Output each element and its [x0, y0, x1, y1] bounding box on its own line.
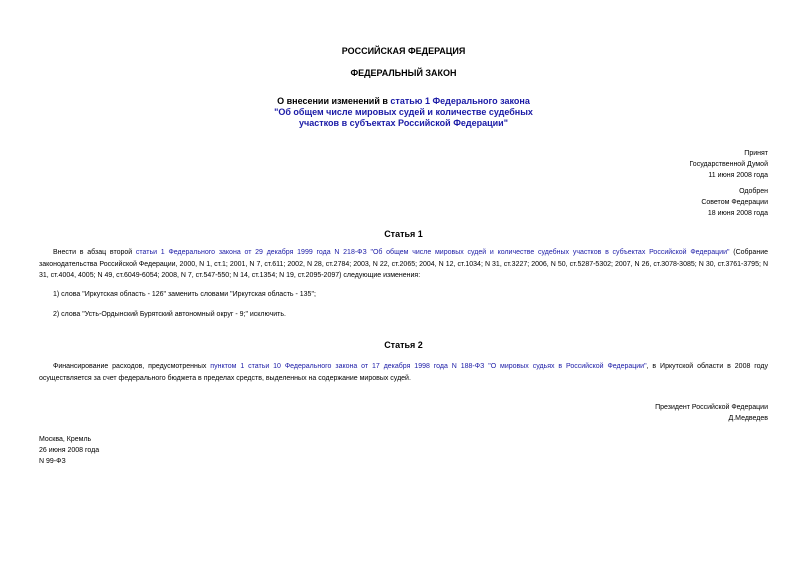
title-line-2[interactable]: "Об общем числе мировых судей и количестве судебных [274, 107, 533, 117]
title-link-article[interactable]: статью 1 Федерального закона [390, 96, 530, 106]
article1-text-start: Внести в абзац второй [53, 249, 136, 256]
approved-label: Одобрен [739, 188, 768, 195]
footer-block [39, 434, 99, 467]
approved-date: 18 июня 2008 года [707, 210, 768, 217]
title-line-3[interactable]: участков в субъектах Российской Федерации" [299, 118, 508, 128]
article2-text-rest: , в Иркутской области в 2008 году осуществляется за счет федерального бюджета в пределах средств, выделенных на содержание мировых судей. [39, 363, 768, 382]
footer-place: Москва, Кремль [39, 436, 92, 443]
article1-text-rest: (Собрание законодательства Российской Федерации, 2000, N 1, ст.1; 2001, N 7, ст.611; 2002, N 28, ст.2784; 2003, N 22, ст.2065; 2004, N 12, ст.1034; N 31, ст.3227; 2006, N 50, ст.5287-5302; 2007, N 26, ст.3078-3085; N 30, ст.3761-3795; N 31, ст.4004, 4005; N 49, ст.6049-6054; 2008, N 7, ст.547-550; N 14, ст.1354; N 19, ст.2095-2097) следующие изменения: [39, 249, 768, 279]
country-heading: РОССИЙСКАЯ ФЕДЕРАЦИЯ [341, 46, 466, 56]
approved-block [701, 186, 768, 219]
article1-item-2: 2) слова "Усть-Ордынский Бурятский автономный округ - 9;" исключить. [53, 311, 286, 318]
article2-heading: Статья 2 [384, 340, 423, 350]
adopted-label: Принят [744, 150, 768, 157]
article1-heading: Статья 1 [384, 229, 423, 239]
law-title [0, 96, 807, 129]
signature-position: Президент Российской Федерации [655, 404, 768, 411]
signature-block [655, 402, 768, 424]
footer-date: 26 июня 2008 года [39, 447, 100, 454]
law-type-heading: ФЕДЕРАЛЬНЫЙ ЗАКОН [350, 68, 457, 78]
title-line-1 [0, 96, 807, 107]
article2-law-link[interactable]: пунктом 1 статьи 10 Федерального закона от 17 декабря 1998 года N 188-ФЗ "О мировых судьях в Российской Федерации" [210, 363, 647, 370]
article1-paragraph [39, 247, 768, 282]
adopted-body: Государственной Думой [689, 161, 768, 168]
adopted-date: 11 июня 2008 года [708, 172, 768, 179]
article1-law-link[interactable]: статьи 1 Федерального закона от 29 декабря 1999 года N 218-ФЗ "Об общем числе мировых судей и количестве судебных участков в субъектах Российской Федерации" [135, 249, 730, 256]
article1-item-1: 1) слова "Иркутская область - 126" заменить словами "Иркутская область - 135"; [53, 291, 316, 298]
approved-body: Советом Федерации [701, 199, 768, 206]
footer-number: N 99-ФЗ [39, 458, 66, 465]
article2-paragraph [39, 361, 768, 384]
article2-text-start: Финансирование расходов, предусмотренных [53, 363, 211, 370]
signature-name: Д.Медведев [728, 415, 768, 422]
title-prefix: О внесении изменений в [277, 96, 391, 106]
adopted-block [689, 148, 768, 181]
